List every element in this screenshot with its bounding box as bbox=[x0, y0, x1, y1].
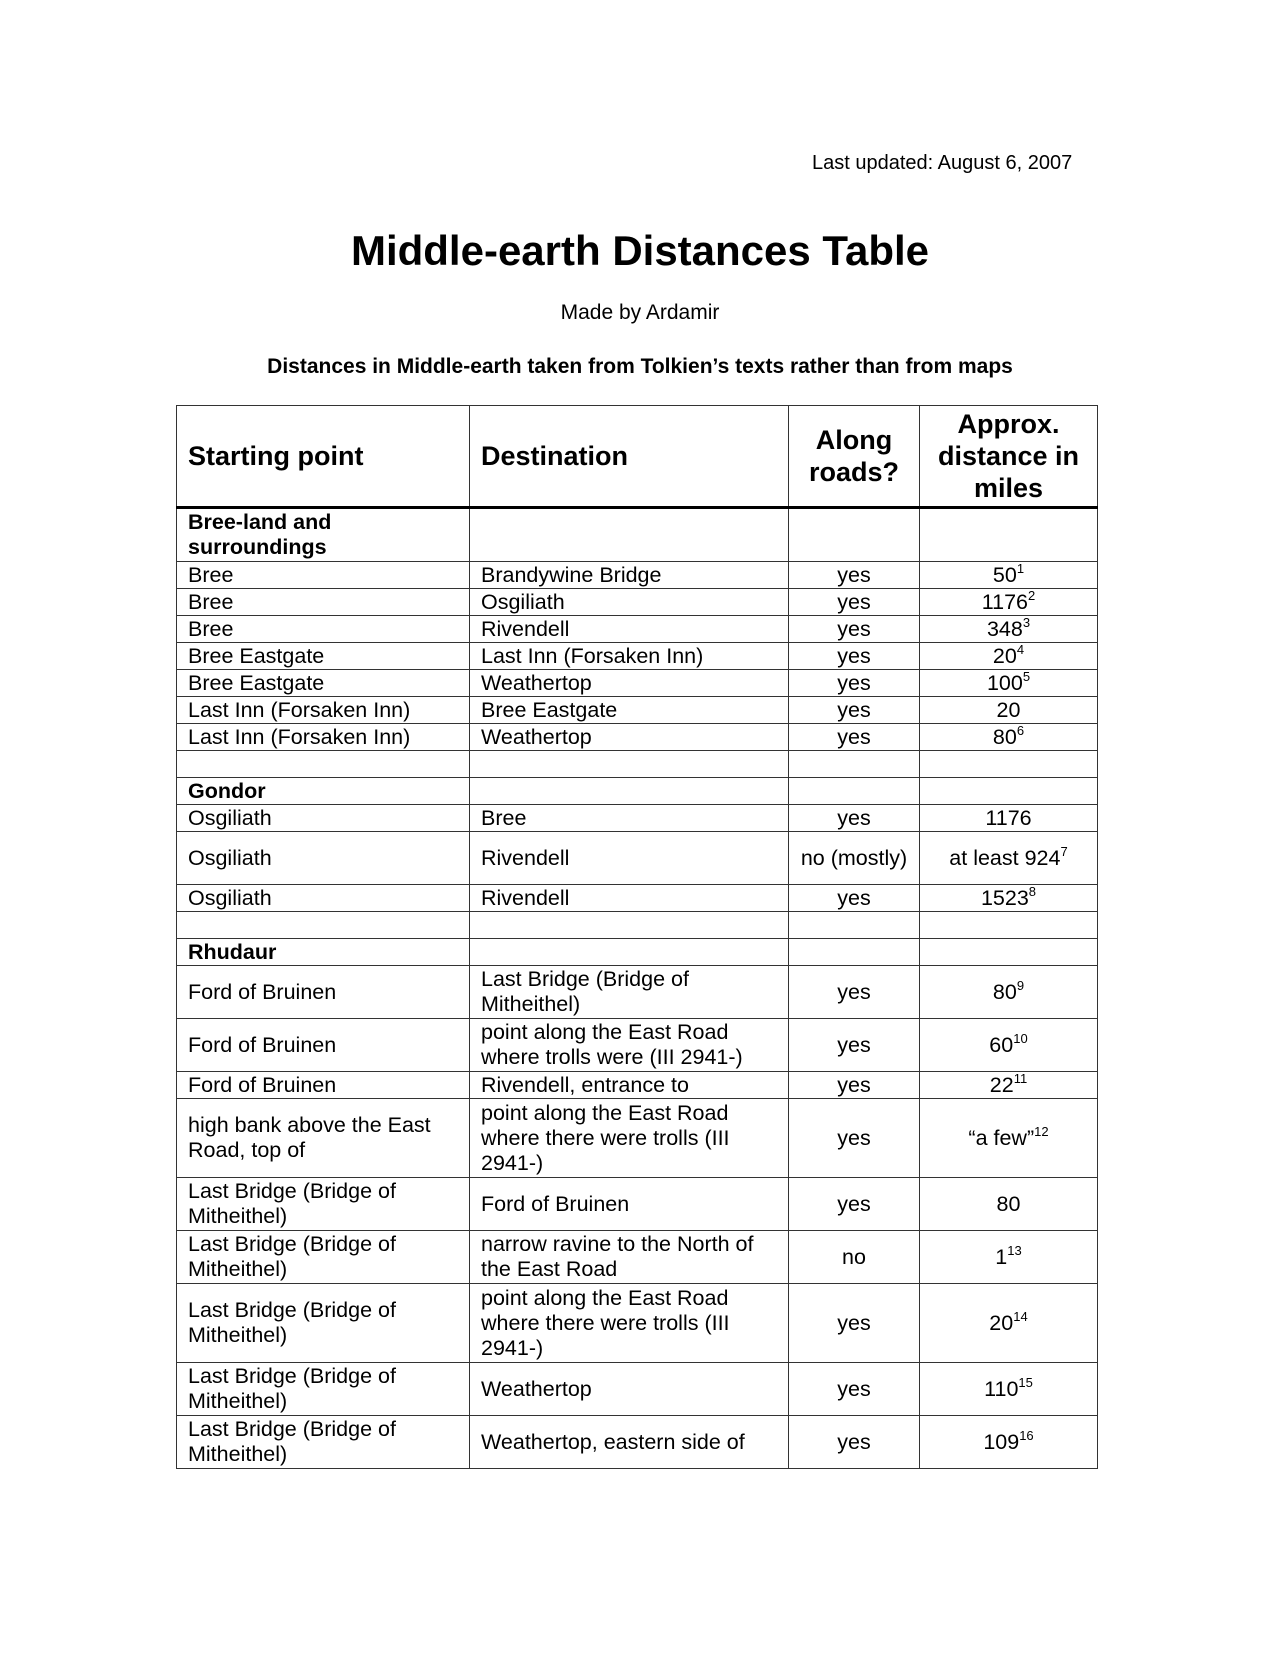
footnote-marker: 15 bbox=[1018, 1374, 1033, 1390]
along-roads-cell: yes bbox=[789, 697, 920, 724]
table-row bbox=[177, 1231, 1098, 1284]
along-roads-cell: no bbox=[789, 1231, 920, 1284]
distance-value: 80 bbox=[992, 724, 1017, 749]
table-row bbox=[177, 643, 1098, 670]
distance-cell bbox=[920, 1416, 1098, 1469]
destination-cell: Weathertop bbox=[470, 724, 789, 751]
empty-cell bbox=[789, 939, 920, 966]
distance-cell bbox=[920, 1284, 1098, 1363]
empty-cell bbox=[920, 778, 1098, 805]
distance-cell bbox=[920, 643, 1098, 670]
section-title: Rhudaur bbox=[177, 939, 470, 966]
distance-value: 1176 bbox=[981, 589, 1028, 614]
destination-cell: Brandywine Bridge bbox=[470, 562, 789, 589]
along-roads-cell: yes bbox=[789, 805, 920, 832]
table-row bbox=[177, 616, 1098, 643]
starting-point-cell: Bree bbox=[177, 616, 470, 643]
distance-value: 22 bbox=[989, 1072, 1014, 1097]
distance-cell bbox=[920, 1099, 1098, 1178]
empty-cell bbox=[789, 778, 920, 805]
distance-value: 80 bbox=[992, 979, 1017, 1004]
table-row bbox=[177, 805, 1098, 832]
table-row bbox=[177, 1099, 1098, 1178]
starting-point-cell: Last Bridge (Bridge of Mitheithel) bbox=[177, 1178, 470, 1231]
starting-point-cell: Ford of Bruinen bbox=[177, 1019, 470, 1072]
distance-cell bbox=[920, 697, 1098, 724]
column-header-start: Starting point bbox=[177, 406, 470, 508]
destination-cell: point along the East Road where trolls were (III 2941-) bbox=[470, 1019, 789, 1072]
starting-point-cell: Osgiliath bbox=[177, 832, 470, 885]
footnote-marker: 2 bbox=[1028, 587, 1036, 603]
destination-cell: point along the East Road where there were trolls (III 2941-) bbox=[470, 1099, 789, 1178]
starting-point-cell: Last Bridge (Bridge of Mitheithel) bbox=[177, 1363, 470, 1416]
column-header-destination: Destination bbox=[470, 406, 789, 508]
along-roads-cell: yes bbox=[789, 562, 920, 589]
destination-cell: Bree bbox=[470, 805, 789, 832]
table-row bbox=[177, 1416, 1098, 1469]
section-row bbox=[177, 508, 1098, 562]
footnote-marker: 7 bbox=[1060, 843, 1068, 859]
empty-cell bbox=[470, 751, 789, 778]
distance-value: 1 bbox=[995, 1244, 1008, 1269]
section-row bbox=[177, 939, 1098, 966]
distance-value: 20 bbox=[989, 1310, 1014, 1335]
table-row bbox=[177, 562, 1098, 589]
table-row bbox=[177, 832, 1098, 885]
along-roads-cell: yes bbox=[789, 1099, 920, 1178]
destination-cell: Ford of Bruinen bbox=[470, 1178, 789, 1231]
empty-cell bbox=[470, 508, 789, 562]
along-roads-cell: yes bbox=[789, 589, 920, 616]
distance-cell bbox=[920, 1178, 1098, 1231]
blank-row bbox=[177, 751, 1098, 778]
along-roads-cell: yes bbox=[789, 1072, 920, 1099]
table-row bbox=[177, 589, 1098, 616]
along-roads-cell: yes bbox=[789, 724, 920, 751]
starting-point-cell: Last Bridge (Bridge of Mitheithel) bbox=[177, 1284, 470, 1363]
along-roads-cell: yes bbox=[789, 1019, 920, 1072]
distance-cell bbox=[920, 616, 1098, 643]
along-roads-cell: yes bbox=[789, 616, 920, 643]
destination-cell: point along the East Road where there were trolls (III 2941-) bbox=[470, 1284, 789, 1363]
destination-cell: Last Bridge (Bridge of Mitheithel) bbox=[470, 966, 789, 1019]
starting-point-cell: high bank above the East Road, top of bbox=[177, 1099, 470, 1178]
starting-point-cell: Bree bbox=[177, 562, 470, 589]
table-row bbox=[177, 1072, 1098, 1099]
along-roads-cell: yes bbox=[789, 966, 920, 1019]
destination-cell: Osgiliath bbox=[470, 589, 789, 616]
distance-value: 60 bbox=[989, 1032, 1014, 1057]
along-roads-cell: no (mostly) bbox=[789, 832, 920, 885]
footnote-marker: 12 bbox=[1034, 1123, 1049, 1139]
empty-cell bbox=[470, 778, 789, 805]
starting-point-cell: Last Inn (Forsaken Inn) bbox=[177, 724, 470, 751]
distance-cell bbox=[920, 1231, 1098, 1284]
starting-point-cell: Last Bridge (Bridge of Mitheithel) bbox=[177, 1416, 470, 1469]
footnote-marker: 13 bbox=[1007, 1242, 1022, 1258]
footnote-marker: 14 bbox=[1013, 1308, 1028, 1324]
footnote-marker: 3 bbox=[1022, 614, 1031, 630]
distance-value: at least 924 bbox=[949, 845, 1061, 870]
empty-cell bbox=[789, 508, 920, 562]
footnote-marker: 1 bbox=[1016, 560, 1025, 576]
destination-cell: Weathertop bbox=[470, 1363, 789, 1416]
table-body bbox=[177, 508, 1098, 1469]
distance-cell bbox=[920, 562, 1098, 589]
destination-cell: Bree Eastgate bbox=[470, 697, 789, 724]
destination-cell: Last Inn (Forsaken Inn) bbox=[470, 643, 789, 670]
empty-cell bbox=[789, 912, 920, 939]
section-row bbox=[177, 778, 1098, 805]
column-header-distance: Approx. distance in miles bbox=[920, 406, 1098, 508]
footnote-marker: 5 bbox=[1022, 668, 1031, 684]
destination-cell: Rivendell bbox=[470, 832, 789, 885]
empty-cell bbox=[920, 508, 1098, 562]
blank-row bbox=[177, 912, 1098, 939]
along-roads-cell: yes bbox=[789, 885, 920, 912]
table-row bbox=[177, 1363, 1098, 1416]
section-title: Bree-land and surroundings bbox=[177, 508, 470, 562]
distance-value: 1523 bbox=[980, 885, 1029, 910]
distance-cell bbox=[920, 1363, 1098, 1416]
page-title: Middle-earth Distances Table bbox=[350, 227, 930, 274]
footnote-marker: 6 bbox=[1016, 722, 1025, 738]
distance-cell bbox=[920, 805, 1098, 832]
destination-cell: Rivendell bbox=[470, 616, 789, 643]
footnote-marker: 9 bbox=[1016, 977, 1025, 993]
distance-cell bbox=[920, 724, 1098, 751]
empty-cell bbox=[470, 912, 789, 939]
empty-cell bbox=[177, 912, 470, 939]
empty-cell bbox=[177, 751, 470, 778]
distance-cell bbox=[920, 1019, 1098, 1072]
along-roads-cell: yes bbox=[789, 1416, 920, 1469]
empty-cell bbox=[920, 912, 1098, 939]
distance-cell bbox=[920, 966, 1098, 1019]
destination-cell: Weathertop, eastern side of bbox=[470, 1416, 789, 1469]
footnote-marker: 8 bbox=[1028, 883, 1037, 899]
author-line: Made by Ardamir bbox=[560, 301, 720, 324]
distance-value: 110 bbox=[984, 1376, 1019, 1401]
footnote-marker: 11 bbox=[1013, 1070, 1028, 1086]
distance-value: 1176 bbox=[985, 805, 1032, 830]
starting-point-cell: Ford of Bruinen bbox=[177, 1072, 470, 1099]
distance-value: “a few” bbox=[968, 1125, 1035, 1150]
table-row bbox=[177, 1284, 1098, 1363]
table-row bbox=[177, 697, 1098, 724]
footnote-marker: 16 bbox=[1019, 1427, 1034, 1443]
table-row bbox=[177, 1178, 1098, 1231]
starting-point-cell: Osgiliath bbox=[177, 885, 470, 912]
along-roads-cell: yes bbox=[789, 1178, 920, 1231]
distance-value: 80 bbox=[996, 1191, 1021, 1216]
distance-cell bbox=[920, 832, 1098, 885]
distance-value: 109 bbox=[983, 1429, 1020, 1454]
distance-cell bbox=[920, 589, 1098, 616]
table-row bbox=[177, 966, 1098, 1019]
along-roads-cell: yes bbox=[789, 1363, 920, 1416]
along-roads-cell: yes bbox=[789, 643, 920, 670]
destination-cell: Rivendell bbox=[470, 885, 789, 912]
along-roads-cell: yes bbox=[789, 1284, 920, 1363]
distance-cell bbox=[920, 1072, 1098, 1099]
empty-cell bbox=[920, 939, 1098, 966]
distance-value: 100 bbox=[986, 670, 1023, 695]
empty-cell bbox=[470, 939, 789, 966]
starting-point-cell: Bree Eastgate bbox=[177, 643, 470, 670]
empty-cell bbox=[789, 751, 920, 778]
distances-table bbox=[176, 405, 1098, 1469]
table-row bbox=[177, 670, 1098, 697]
footnote-marker: 10 bbox=[1013, 1030, 1028, 1046]
page-subtitle: Distances in Middle-earth taken from Tolkien’s texts rather than from maps bbox=[267, 355, 1013, 378]
destination-cell: Rivendell, entrance to bbox=[470, 1072, 789, 1099]
along-roads-cell: yes bbox=[789, 670, 920, 697]
table-header-row bbox=[177, 406, 1098, 508]
destination-cell: Weathertop bbox=[470, 670, 789, 697]
starting-point-cell: Last Inn (Forsaken Inn) bbox=[177, 697, 470, 724]
starting-point-cell: Last Bridge (Bridge of Mitheithel) bbox=[177, 1231, 470, 1284]
table-row bbox=[177, 724, 1098, 751]
starting-point-cell: Bree Eastgate bbox=[177, 670, 470, 697]
destination-cell: narrow ravine to the North of the East Road bbox=[470, 1231, 789, 1284]
distance-value: 50 bbox=[992, 562, 1017, 587]
starting-point-cell: Osgiliath bbox=[177, 805, 470, 832]
table-row bbox=[177, 885, 1098, 912]
distance-value: 348 bbox=[986, 616, 1023, 641]
last-updated: Last updated: August 6, 2007 bbox=[812, 152, 1073, 174]
distance-cell bbox=[920, 885, 1098, 912]
column-header-roads: Along roads? bbox=[789, 406, 920, 508]
starting-point-cell: Ford of Bruinen bbox=[177, 966, 470, 1019]
distance-value: 20 bbox=[992, 643, 1017, 668]
section-title: Gondor bbox=[177, 778, 470, 805]
distance-cell bbox=[920, 670, 1098, 697]
table-row bbox=[177, 1019, 1098, 1072]
starting-point-cell: Bree bbox=[177, 589, 470, 616]
footnote-marker: 4 bbox=[1016, 641, 1025, 657]
empty-cell bbox=[920, 751, 1098, 778]
distance-value: 20 bbox=[996, 697, 1021, 722]
